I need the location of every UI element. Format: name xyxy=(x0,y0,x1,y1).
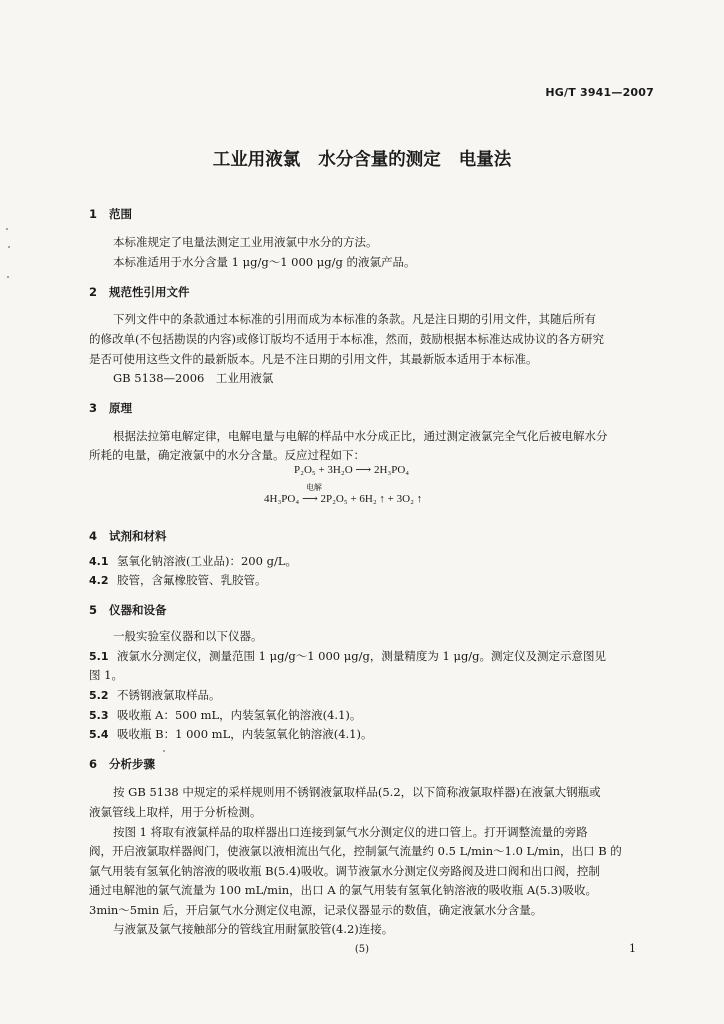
subclause-number: 5.1 xyxy=(89,650,109,663)
section-title: 分析步骤 xyxy=(109,757,155,771)
subclause-number: 4.1 xyxy=(89,555,109,568)
section-title: 范围 xyxy=(109,207,132,221)
scan-speck xyxy=(163,750,165,752)
paragraph: 本标准规定了电量法测定工业用液氯中水分的方法。 xyxy=(113,235,378,249)
paragraph: 本标准适用于水分含量 1 μg/g～1 000 μg/g 的液氯产品。 xyxy=(113,255,416,269)
page-number: 1 xyxy=(629,942,636,955)
paragraph-line: 根据法拉第电解定律，电解电量与电解的样品中水分成正比，通过测定液氯完全气化后被电解水分 xyxy=(113,429,608,443)
section-1-heading xyxy=(89,206,132,222)
section-number: 3 xyxy=(89,401,98,415)
section-6-heading xyxy=(89,756,155,772)
section-4-heading xyxy=(89,528,167,544)
paragraph-line: 所耗的电量，确定液氯中的水分含量。反应过程如下： xyxy=(89,448,365,462)
subclause-number: 5.3 xyxy=(89,709,109,722)
section-title: 原理 xyxy=(109,401,132,415)
section-5-heading xyxy=(89,602,167,618)
section-title: 规范性引用文件 xyxy=(109,285,190,299)
scan-speck xyxy=(6,228,8,230)
arrow-icon: ⟶ xyxy=(355,464,372,476)
subclause-4-2 xyxy=(89,570,267,591)
paragraph: 一般实验室仪器和以下仪器。 xyxy=(113,629,263,643)
footer-center-number: (5) xyxy=(354,944,370,955)
paragraph-line: 3min～5min 后，开启氯气水分测定仪电源，记录仪器显示的数值，确定液氯水分含量。 xyxy=(89,903,543,917)
title-part-3: 电量法 xyxy=(458,150,512,170)
paragraph-line: 按 GB 5138 中规定的采样规则用不锈钢液氯取样品(5.2，以下简称液氯取样器)在液氯大钢瓶或 xyxy=(113,785,601,799)
section-title: 仪器和设备 xyxy=(109,603,167,617)
subclause-text: 胶管，含氟橡胶管、乳胶管。 xyxy=(117,573,267,587)
subclause-text: 氢氧化钠溶液(工业品)：200 g/L。 xyxy=(117,554,297,568)
section-number: 6 xyxy=(89,757,98,771)
section-title: 试剂和材料 xyxy=(109,529,167,543)
subclause-text: 吸收瓶 A：500 mL，内装氢氧化钠溶液(4.1)。 xyxy=(117,708,362,722)
reaction-equation-1 xyxy=(294,463,409,476)
equation-right: 2P₂O₅ + 6H₂ ↑ + 3O₂ ↑ xyxy=(320,493,423,505)
subclause-5-2 xyxy=(89,685,221,706)
title-part-1: 工业用液氯 xyxy=(212,150,301,170)
subclause-4-1 xyxy=(89,551,297,572)
subclause-text: 液氯水分测定仪，测量范围 1 μg/g～1 000 μg/g，测量精度为 1 μg/g。测定仪及测定示意图见 xyxy=(117,649,607,663)
paragraph-line: 按图 1 将取有液氯样品的取样器出口连接到氯气水分测定仪的进口管上。打开调整流量的旁路 xyxy=(113,825,588,839)
section-number: 2 xyxy=(89,285,98,299)
subclause-text: 吸收瓶 B：1 000 mL，内装氢氧化钠溶液(4.1)。 xyxy=(117,727,373,741)
paragraph-line: 阀，开启液氯取样器阀门，使液氯以液相流出气化，控制氯气流量约 0.5 L/min～1.0 L/min，出口 B 的 xyxy=(89,844,622,858)
section-number: 4 xyxy=(89,529,98,543)
subclause-number: 5.2 xyxy=(89,689,109,702)
equation-left: 4H₃PO₄ xyxy=(264,493,300,505)
arrow-icon: ⟶ xyxy=(301,493,318,505)
subclause-number: 5.4 xyxy=(89,728,109,741)
scan-speck xyxy=(8,246,10,248)
section-2-heading xyxy=(89,284,190,300)
subclause-5-3 xyxy=(89,705,361,726)
paragraph-line: 氯气用装有氢氧化钠溶液的吸收瓶 B(5.4)吸收。调节液氯水分测定仪旁路阀及进口阀和出口阀，控制 xyxy=(89,864,600,878)
subclause-number: 4.2 xyxy=(89,574,109,587)
equation-right: 2H₃PO₄ xyxy=(373,464,410,476)
standard-number: HG/T 3941—2007 xyxy=(545,86,654,99)
paragraph-line: 与液氯及氯气接触部分的管线宜用耐氯胶管(4.2)连接。 xyxy=(113,922,394,936)
reaction-equation-2 xyxy=(264,483,423,505)
subclause-continuation: 图 1。 xyxy=(89,668,123,682)
equation-left: P₂O₅ + 3H₂O xyxy=(294,464,353,476)
page-title xyxy=(0,146,724,171)
scan-speck xyxy=(7,276,9,278)
subclause-5-1 xyxy=(89,646,606,667)
section-number: 5 xyxy=(89,603,98,617)
subclause-text: 不锈钢液氯取样品。 xyxy=(117,688,221,702)
section-3-heading xyxy=(89,400,132,416)
paragraph-line: 液氯管线上取样，用于分析检测。 xyxy=(89,805,262,819)
title-part-2: 水分含量的测定 xyxy=(318,150,441,170)
paragraph-line: 的修改单(不包括勘误的内容)或修订版均不适用于本标准，然而，鼓励根据本标准达成协议的各方研究 xyxy=(89,332,604,346)
paragraph-line: 下列文件中的条款通过本标准的引用而成为本标准的条款。凡是注日期的引用文件，其随后所有 xyxy=(113,312,596,326)
paragraph-line: 是否可使用这些文件的最新版本。凡是不注日期的引用文件，其最新版本适用于本标准。 xyxy=(89,352,538,366)
section-number: 1 xyxy=(89,207,98,221)
subclause-5-4 xyxy=(89,724,373,745)
arrow-label: 电解 xyxy=(305,483,322,492)
paragraph-line: 通过电解池的氯气流量为 100 mL/min，出口 A 的氯气用装有氢氧化钠溶液的吸收瓶 A(5.3)吸收。 xyxy=(89,883,598,897)
normative-reference: GB 5138—2006 工业用液氯 xyxy=(113,371,274,385)
